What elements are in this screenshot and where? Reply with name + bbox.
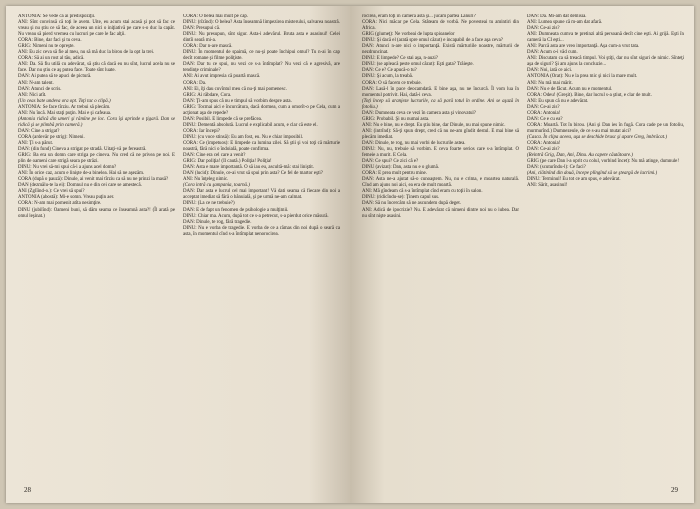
page-number-right: 29 bbox=[671, 486, 678, 494]
right-page-column-2 bbox=[527, 14, 684, 479]
script-line: DINU: Dementă absolută. Lucrul e explicabil acum, e clar că este el. bbox=[183, 122, 318, 128]
script-line: ANI: Sînt convinsă că toţi le avem. Uite, eu acum stai acasă şi pot să fac ce vreau şi nu ştiu ce să fac, de aceea un nici o iniţiativă pe care s-o duc la capăt. Nu vreau să pierd vremea cu lucruri pe care le fac alţii. bbox=[18, 20, 175, 38]
script-line: ANI (Zglîind-o.): Ce vrei să spui? bbox=[18, 189, 85, 195]
script-line: DAN: Ce e? Ce apucă-o tu? bbox=[362, 68, 417, 74]
script-line: CORA: O belea mai mult pe cap. bbox=[183, 14, 249, 19]
script-line: ANI: (intrînd): Să-ţi spun drept, cred că nu ne-am gîndit destul. E mai bine să plecăm imediat. bbox=[362, 128, 519, 140]
script-line: ANI: Nu mă mai mărit. bbox=[527, 80, 573, 86]
script-line: DINU: Şi acum, la treabă. bbox=[362, 74, 414, 80]
page-number-left: 28 bbox=[24, 486, 31, 494]
script-line: GRIG (pe care Dan l-a oprit cu colul, vorbind încet): Nu mă atinge, dumnule! bbox=[527, 159, 679, 165]
script-line: CORA: E prea mult pentru mine. bbox=[362, 171, 427, 177]
script-line: DAN (dezmălu-te la ei): Domnul nu e din cei care se amestecă. bbox=[18, 183, 142, 189]
left-page-column-2 bbox=[183, 14, 340, 479]
script-line: CORA: Nici măcar pe Cela. Stăteam de vorbă. Ne povesteai tu amintiri din Africa. bbox=[362, 20, 519, 32]
script-line: GRIG: Ba era un domn care striga pe cineva. Nu cred că ne privea pe noi. E plin de oameni care strigă seara pe străzi. bbox=[18, 153, 175, 165]
script-line: DINU: (rîzînd): O belea? Asta înseamnă limpezirea misterului, salvarea noastră. bbox=[183, 20, 340, 26]
script-line: DAN: Dinule, te rog, fără tragedie. bbox=[183, 219, 252, 225]
script-line: ANTONIA: Se face tîrziu. Ar trebui să plecăm. bbox=[18, 104, 111, 110]
script-line: DINU: Nu vrei să-mi spui că-i a ajuns acel domn? bbox=[18, 165, 117, 171]
script-line: ANI: În orice caz, acum e linişte de-a binelea. Hai să ne aşezăm. bbox=[18, 171, 145, 177]
script-line: rocirea, eram toţi în camera asta şi... jucam partea Lanuri? bbox=[362, 14, 476, 19]
right-page-column-1 bbox=[362, 14, 519, 479]
script-line: CORA: Dar n-are mască. bbox=[183, 44, 233, 50]
script-line: ANI: Ai avut impresia că poartă mască. bbox=[183, 74, 261, 80]
script-line: ANI: Da. Să fiu utilă cu adevărat, să ştiu că dacă eu nu sînt, lucrul acela nu se face. Dar nu ştiu ce aş putea face. Toate sînt luate. bbox=[18, 62, 175, 74]
script-line: ANI: Nu încă. Mai staţi puţin. Mai e şi cafeaua. bbox=[18, 110, 112, 116]
script-line: CORA (după o pauză): Dinule, ai venit mai tîrziu ca să nu ne prinzi la masă? bbox=[18, 177, 169, 183]
script-line: DAN: Da. Mi-am dat demisia. bbox=[527, 14, 587, 19]
script-line: DAN: Ţi-am spus că nu e timpul să vorbim despre asta. bbox=[183, 98, 292, 104]
script-line: DAN: Să nu încercăm să ne ascundem după deget. bbox=[362, 201, 462, 207]
script-line: DAN: Acum o-i văd cum. bbox=[527, 50, 578, 56]
script-line: ANI: Adică de ipocrizie? Nu. E adevărat că nimeni dintre noi nu o iubea. Dar nu sînt nişte asasini. bbox=[362, 207, 519, 219]
script-line: ANI: Ei, îţi dau cuvîntul meu că nu-ţi mai pomenesc. bbox=[183, 86, 287, 92]
script-line: CORA: Iar începi? bbox=[183, 128, 220, 134]
script-line: GRIG: Nimeni nu te opreşte. bbox=[18, 44, 75, 50]
script-line: DINU (avizat): Dan, asta nu e o glumă. bbox=[362, 165, 440, 171]
script-line: DAN: Ce spui? Ce zici că e? bbox=[362, 159, 419, 165]
script-line: CORA: Să ai un rost al tău, adică. bbox=[18, 56, 85, 62]
script-line: DAN: Dar tu ce spui, nu vezi ce s-a întîmplat? Nu vezi că e agresivă, are tendinţe criminale? bbox=[183, 62, 340, 74]
script-line: GRIG: Tocmai aici e încurcătura, dacă dormea, cum a omorît-o pe Cela, cum a acţionat aşa de repede? bbox=[183, 104, 340, 116]
script-line: CORA: Antonia! bbox=[527, 110, 561, 116]
script-line: ANI: Sărit, asasinul! bbox=[527, 183, 568, 189]
script-line: ANI: Eu zic ceva să fie al meu, nu să mă duc la birou de la opt la trei. bbox=[18, 50, 155, 56]
script-line: DAN: Asta ne-a ajutat să-o cunoaştem. Nu, nu e crima, e moartea naturală. Cînd am ajuns noi aici, ea era de mult moartă. bbox=[362, 177, 519, 189]
script-line: DAN: Lasă-l în pace deocamdată. E bine aşa, nu ne încurcă. Îl vom lua în momentul potrivit. Hai, dată-i ceva. bbox=[362, 86, 519, 98]
right-page bbox=[350, 6, 694, 503]
script-line: DINU: (ridicîndu-se): Ţinem capul sus. bbox=[362, 195, 440, 201]
script-line: DINU: Nu presupun, sînt sigur. Asta-i adevărul. Bruta asta e asasinul! Celei dintîi seară mi-a. bbox=[183, 32, 340, 44]
script-line: ANI: Nu e bine, nu e drept. Eu ştiu bine, dar Dinule, nu mai spune nimic. bbox=[362, 122, 506, 128]
script-line: DAN: E de fapt un fenomen de psihologie a mulţimii. bbox=[183, 207, 289, 213]
script-line: DAN: Ce-ai zis? bbox=[527, 26, 560, 32]
script-line: DAN: Ce e cu ea? bbox=[527, 116, 563, 122]
script-line: GRIG (glumeţ): Ne vorbeai de lupta spioanelor bbox=[362, 32, 455, 38]
script-line: DAN: Posibil. E limpede că se prefăcea. bbox=[183, 116, 263, 122]
script-line: CORA: N-am mai pomenit atîta nesimţire. bbox=[18, 201, 102, 207]
script-line: (Toţi încep să aranjeze lucrurile, ca să pară totul în ordine. Ani se aşază în fotoliu.) bbox=[362, 98, 519, 110]
script-line: CORA: O să facem ce trebuie. bbox=[362, 80, 422, 86]
script-line: CORA (ardevăr pe strig): Nimeni. bbox=[18, 134, 85, 140]
script-line: (Casca. În clipa aceea, uşa se deschide brusc şi apare Greg, îmbrăcat.) bbox=[527, 134, 667, 140]
script-line: CORA: Antonia! bbox=[527, 140, 561, 146]
script-line: DINU: Nu e vorba de tragedie. E vorba de ce a rămas din noi după o seară ca asta, în momentul cînd s-a întîmplat nenorocirea. bbox=[183, 225, 340, 237]
script-line: (Cora intră cu şampania, toarnă.) bbox=[183, 183, 250, 189]
left-page bbox=[6, 6, 350, 503]
script-line: DAN: Dar asta e lucrul cel mai important! Vă dati seama că fiecare din noi a acceptat imediat să fărâ o bănuială, şi pe urmă ne-am calmat. bbox=[183, 189, 340, 201]
script-line: ANI: N-am talent. bbox=[18, 80, 54, 86]
script-line: ANI: Nu înţeleg nimic. bbox=[183, 177, 229, 183]
script-line: DAN: Noi, iată ce aici. bbox=[527, 68, 573, 74]
script-line: ANI: Dumneata cumva te pretinzi altă persoană decît cine eşti. Ai grijă. Eşti în cameră la CI eşti... bbox=[527, 32, 684, 44]
script-line: CORA: Moartă. Tot în birou. (Ani şi Dan ies în fugă. Cora cade pe un fotoliu, murmurînd.) Dumnezeule, de ce s-au mai mutat aici? bbox=[527, 122, 684, 134]
script-line: DAN: (din fund) Cineva a strigat pe stradă. Uitaţi-vă pe fereastră. bbox=[18, 147, 147, 153]
script-line: ANI: Eu spun că nu e adevărat. bbox=[527, 98, 589, 104]
script-line: DINU: (se apleacă peste omul căzut): Eşti gata? Trăieşte. bbox=[362, 62, 474, 68]
script-line: DAN: Ai putea să te apuci de pictură. bbox=[18, 74, 92, 80]
script-line: DINU (jubilînd): Oameni buni, să dăm seama ce înseamnă asta?! (Îl arată pe omul leşinat.) bbox=[18, 207, 175, 219]
script-line: DAN: Atunci n-are nici o importanţă. Există mărturiile noastre, mărturii de nezdruncinat. bbox=[362, 44, 519, 56]
script-line: DINU: (La ce ne trebuie?) bbox=[183, 201, 235, 207]
left-page-column-1 bbox=[18, 14, 175, 479]
script-line: DAN: Asta e mare importantă. O să iau eu, ascultă-mă: stai liniştit. bbox=[183, 165, 314, 171]
script-line: ANI: Ţi s-a părut. bbox=[18, 140, 54, 146]
script-line: ANI: Nici atît. bbox=[18, 92, 47, 98]
script-line: DINU: Terminul! Eu tot ce am spus, e adevărat. bbox=[527, 177, 621, 183]
script-line: ANTONIA: Se vede că ai predispoziţii. bbox=[18, 14, 96, 19]
script-line: DAN: Dinule, te rog, nu mai vorbi de lucrurile astea. bbox=[362, 140, 466, 146]
script-line: ANI: Lumea spune că m-am dat afară. bbox=[527, 20, 603, 26]
script-line: (Ani, clătinînd din două, începe plîngînd să se şteargă de lacrimi.) bbox=[527, 171, 658, 177]
script-line: GRIG: Probabil. Şi nu numai asta. bbox=[362, 116, 430, 122]
script-line: CORA: Bine, dar faci şi tu ceva. bbox=[18, 38, 82, 44]
script-line: ANTONIA (abostă): Mi-e somn. Vreau puţin aer. bbox=[18, 195, 115, 201]
script-line: GRIG: Dar poliţia! (Il caută.) Poliţia! Poliţia! bbox=[183, 159, 272, 165]
script-line: DINU: În momentul de spaimă, ce nu-şi poate închipui omul? Tu n-ai în cap decît romane şi filme poliţiste. bbox=[183, 50, 340, 62]
script-line: DINU: (cu voce stinsă): Eu am fost, eu. Nu e chiar imposibil. bbox=[183, 134, 304, 140]
script-line: DINU: Şi dacă el (arată spre omul căzut) e incapabil de a face aşa ceva? bbox=[362, 38, 503, 44]
script-line: GRIG: Ai răbdare, Cora. bbox=[183, 92, 232, 98]
left-page-columns bbox=[18, 14, 340, 479]
script-line: DINU: Chiar ma. Acum, după tot ce s-a petrecut, s-a pierdut orice măsură. bbox=[183, 213, 329, 219]
script-line: DAN: Ce-ai zis? bbox=[527, 147, 560, 153]
script-line: DAN: Dumneata ceva ce vezi în camera asta şi vinovatul? bbox=[362, 110, 476, 116]
script-line: ANI: Mă gîndeam că s-a întîmplat cînd eram cu toţii în salon. bbox=[362, 189, 483, 195]
script-line: DAN (lucid): Dinule, ce-ai vrut să spui prin asta? Ce fel de martor eşti? bbox=[183, 171, 323, 177]
script-line: DAN: Ce-ai zis? bbox=[527, 104, 560, 110]
right-page-columns bbox=[362, 14, 684, 479]
script-line: (Reintră Grig, Dan, Ani, Dinu. Au capete căutătoare.) bbox=[527, 153, 633, 159]
script-line: CORA: Da. bbox=[183, 80, 207, 86]
script-line: DINU: E limpede? Ce stai aşa, n-auzi? bbox=[362, 56, 438, 62]
script-line: DAN: Presupui că. bbox=[183, 26, 221, 32]
script-line: DAN: (scuturîndu-l): Ce faci? bbox=[527, 165, 586, 171]
script-line: ANTONIA (Orat): Nu e la prea mic şi nici la mare mult. bbox=[527, 74, 638, 80]
script-line: (Antonia ridică din umeri şi rămîne pe loc. Cora îşi aprinde o ţigară. Dan se ridică şi se plimbă prin cameră.) bbox=[18, 116, 175, 128]
script-line: DAN: Atunci de scris. bbox=[18, 86, 62, 92]
script-line: DAN: Cine era cel care a venit? bbox=[183, 153, 246, 159]
script-line: DAN: Cine a strigat? bbox=[18, 128, 60, 134]
script-line: DINU: Nu, nu, trebuie să vorbim. E ceva foarte serios care s-a întîmplat. O femeie a murit. E Cela. bbox=[362, 147, 519, 159]
script-line: CORA: Ce (impetuos): E limpede ca lumina zilei. Să ştii şi voi toţi că mărturie noastră, fără nici o îndoială, poate confirma. bbox=[183, 140, 340, 153]
script-line: CORA: Odeu! (Greşit). Bine, dar lucrul s-a ştiut, e clar de mult. bbox=[527, 92, 652, 98]
script-line: ANI: Parcă asta are vreo importanţă. Aşa cum-a vrut tata. bbox=[527, 44, 640, 50]
script-line: (Un ceas bate undeva ora opt. Toţi tac o clipă.) bbox=[18, 98, 111, 104]
book-spread bbox=[6, 6, 694, 503]
script-line: DAN: Nu e de făcut. Acum nu e momentul. bbox=[527, 86, 613, 92]
script-line: ANI: Discutam ca să treacă timpul. Voi ştiţi, dar nu sînt siguri de nimic. Sînteţi aşa de siguri? Şi am ajuns la concluzie... bbox=[527, 56, 684, 68]
